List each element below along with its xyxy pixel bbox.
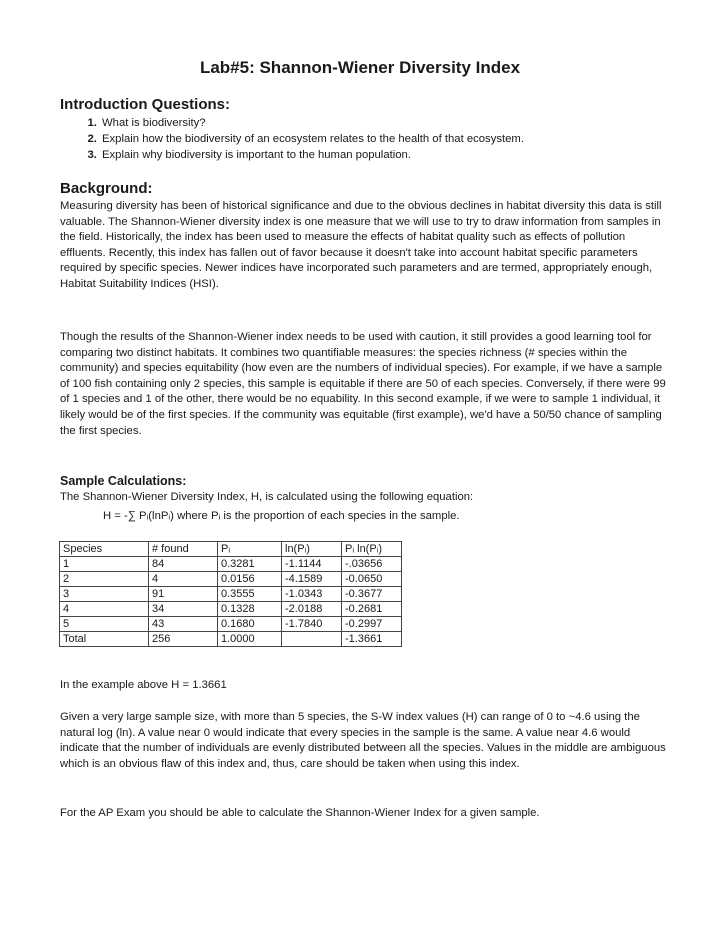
table-row: [60, 587, 402, 602]
background-paragraph: Measuring diversity has been of historical significance and due to the obvious declines in habitat diversity this data is still valuable. The Shannon-Wiener diversity index is one measure that we will use to try to draw information from samples in the field. Historically, the index has been used to measure the effects of habitat quality such as effects of pollution effluents. Recently, this index has fallen out of favor because it doesn't take into account habitat specific parameters required by specific species. Newer indices have incorporated such parameters and are termed, appropriately enough, Habitat Suitability Indices (HSI).: [60, 200, 662, 290]
table-cell: -4.1589: [282, 572, 342, 587]
table-header-cell: Pᵢ: [218, 542, 282, 557]
table-header-cell: ln(Pᵢ): [282, 542, 342, 557]
table-cell: 0.0156: [218, 572, 282, 587]
table-cell: 1.0000: [218, 632, 282, 647]
table-cell: 84: [149, 557, 218, 572]
calculation-table: [59, 541, 402, 647]
table-cell: -0.3677: [342, 587, 402, 602]
table-cell: [282, 632, 342, 647]
table-row: [60, 602, 402, 617]
intro-heading: Introduction Questions:: [60, 96, 230, 113]
table-cell: -1.1144: [282, 557, 342, 572]
table-cell: 2: [60, 572, 149, 587]
table-header-cell: Species: [60, 542, 149, 557]
table-cell: 1: [60, 557, 149, 572]
table-cell: -1.7840: [282, 617, 342, 632]
table-cell: Total: [60, 632, 149, 647]
table-cell: 34: [149, 602, 218, 617]
table-cell: 4: [149, 572, 218, 587]
table-header-cell: Pᵢ ln(Pᵢ): [342, 542, 402, 557]
table-row: [60, 617, 402, 632]
table-header-row: [60, 542, 402, 557]
table-header-cell: # found: [149, 542, 218, 557]
sample-heading: Sample Calculations:: [60, 474, 187, 488]
table-cell: 256: [149, 632, 218, 647]
table-row: [60, 572, 402, 587]
result-text: In the example above H = 1.3661: [60, 679, 227, 691]
table-row: [60, 557, 402, 572]
intro-question: 3. Explain why biodiversity is important to the human population.: [100, 148, 524, 164]
table-cell: -0.0650: [342, 572, 402, 587]
page-title: Lab#5: Shannon-Wiener Diversity Index: [199, 58, 521, 77]
background-paragraph: Though the results of the Shannon-Wiener index needs to be used with caution, it still provides a good learning tool for comparing two distinct habitats. It combines two quantifiable measures: the species richness (# species within the community) and species equitability (how even are the numbers of individual species). For example, if we have a sample of 100 fish containing only 2 species, this sample is equitable if there are 50 of each species. Conversely, if there were 99 of 1 species and 1 of the other, there would be no equability. In this second example, if we were to sample 1 individual, it likely would be of the first species. If the community was equitable (first example), we'd have a 50/50 chance of sampling the first species.: [60, 331, 666, 437]
table-total-row: [60, 632, 402, 647]
ap-exam-note: For the AP Exam you should be able to calculate the Shannon-Wiener Index for a given sample.: [60, 807, 540, 819]
table-cell: -1.0343: [282, 587, 342, 602]
intro-question: 2. Explain how the biodiversity of an ecosystem relates to the health of that ecosystem.: [100, 132, 524, 148]
intro-question-list: [60, 116, 524, 163]
intro-question: 1. What is biodiversity?: [100, 116, 524, 132]
table-cell: 43: [149, 617, 218, 632]
table-cell: 3: [60, 587, 149, 602]
table-cell: 0.3555: [218, 587, 282, 602]
equation: H = -∑ Pᵢ(lnPᵢ) where Pᵢ is the proportion of each species in the sample.: [103, 510, 460, 522]
background-heading: Background:: [60, 180, 153, 197]
range-paragraph: Given a very large sample size, with more than 5 species, the S-W index values (H) can range of 0 to ~4.6 using the natural log (ln). A value near 0 would indicate that every species in the sample is the same. A value near 4.6 would indicate that the number of individuals are evenly distributed between all the species. Values in the middle are ambiguous which is an obvious flaw of this index and, thus, care should be taken when using this index.: [60, 711, 666, 770]
table-cell: 0.1680: [218, 617, 282, 632]
table-cell: -.03656: [342, 557, 402, 572]
table-cell: -0.2997: [342, 617, 402, 632]
sample-intro: The Shannon-Wiener Diversity Index, H, is calculated using the following equation:: [60, 491, 474, 503]
table-cell: 0.1328: [218, 602, 282, 617]
table-cell: -1.3661: [342, 632, 402, 647]
table-cell: 5: [60, 617, 149, 632]
table-cell: -2.0188: [282, 602, 342, 617]
table-cell: 4: [60, 602, 149, 617]
table-cell: 0.3281: [218, 557, 282, 572]
table-cell: 91: [149, 587, 218, 602]
table-cell: -0.2681: [342, 602, 402, 617]
